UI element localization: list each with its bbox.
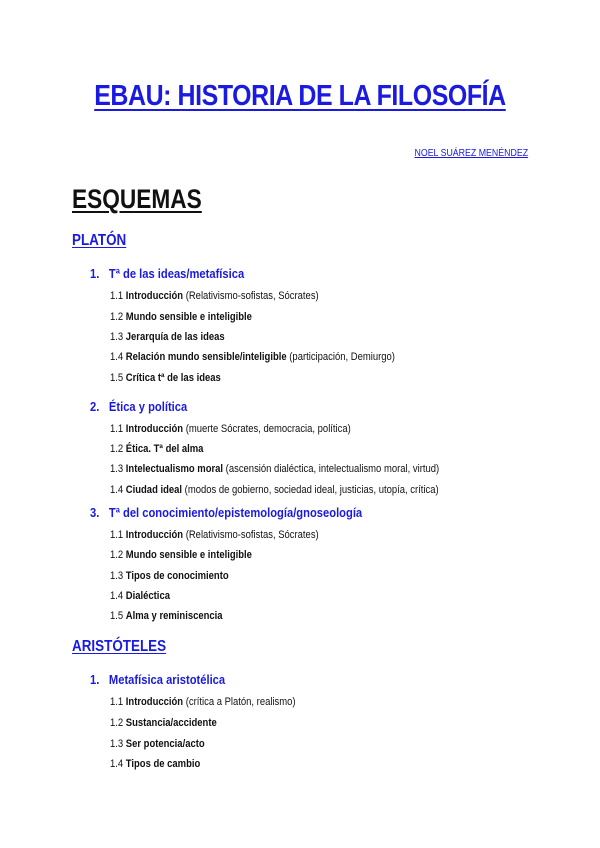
item-number: 1.5 [110, 610, 124, 622]
item-number: 1.4 [110, 758, 124, 770]
item-number: 1.2 [110, 549, 124, 561]
item-title: Introducción [125, 423, 184, 435]
list-item [110, 311, 252, 323]
item-detail: (muerte Sócrates, democracia, política) [183, 423, 351, 435]
item-number: 1.3 [110, 570, 124, 582]
topic-number: 1. [90, 672, 100, 687]
list-item [110, 529, 319, 541]
topic-title: Tª de las ideas/metafísica [108, 266, 245, 281]
item-title: Introducción [125, 529, 184, 541]
item-detail: (crítica a Platón, realismo) [183, 696, 296, 708]
item-number: 1.5 [110, 372, 124, 384]
list-item [110, 549, 252, 561]
item-number: 1.4 [110, 484, 124, 496]
list-item [110, 351, 395, 363]
topic-number: 1. [90, 266, 100, 281]
list-item [110, 738, 205, 750]
list-item [110, 463, 439, 475]
item-number: 1.1 [110, 290, 124, 302]
item-number: 1.1 [110, 529, 124, 541]
item-number: 1.3 [110, 738, 124, 750]
topic-title: Metafísica aristotélica [108, 672, 226, 687]
item-title: Jerarquía de las ideas [125, 331, 225, 343]
author-link[interactable]: NOEL SUÁREZ MENÉNDEZ [414, 148, 528, 159]
author-heading-platon[interactable]: PLATÓN [72, 232, 127, 249]
item-title: Intelectualismo moral [125, 463, 224, 475]
item-title: Relación mundo sensible/inteligible [125, 351, 287, 363]
list-item [110, 331, 225, 343]
author-heading-aristoteles[interactable]: ARISTÓTELES [72, 638, 167, 655]
topic-heading [90, 399, 187, 414]
item-number: 1.3 [110, 463, 124, 475]
item-detail: (ascensión dialéctica, intelectualismo moral, virtud) [223, 463, 440, 475]
section-heading: ESQUEMAS [72, 184, 202, 214]
topic-heading [90, 672, 225, 687]
item-number: 1.4 [110, 351, 124, 363]
item-title: Ética. Tª del alma [125, 443, 204, 455]
topic-heading [90, 266, 244, 281]
item-title: Introducción [125, 290, 184, 302]
item-number: 1.1 [110, 696, 124, 708]
item-detail: (participación, Demiurgo) [286, 351, 395, 363]
list-item [110, 372, 221, 384]
item-number: 1.3 [110, 331, 124, 343]
item-title: Crítica tª de las ideas [125, 372, 221, 384]
item-title: Introducción [125, 696, 184, 708]
item-title: Ser potencia/acto [125, 738, 205, 750]
item-number: 1.2 [110, 717, 124, 729]
item-detail: (modos de gobierno, sociedad ideal, justicias, utopía, crítica) [182, 484, 439, 496]
item-title: Mundo sensible e inteligible [125, 549, 252, 561]
item-number: 1.1 [110, 423, 124, 435]
topic-title: Ética y política [108, 399, 188, 414]
item-detail: (Relativismo-sofistas, Sócrates) [183, 290, 319, 302]
document-title[interactable]: EBAU: HISTORIA DE LA FILOSOFÍA [94, 80, 506, 112]
item-number: 1.2 [110, 311, 124, 323]
item-title: Tipos de cambio [125, 758, 201, 770]
item-title: Sustancia/accidente [125, 717, 217, 729]
list-item [110, 484, 439, 496]
topic-heading [90, 505, 362, 520]
item-number: 1.2 [110, 443, 124, 455]
list-item [110, 758, 200, 770]
list-item [110, 570, 229, 582]
list-item [110, 423, 351, 435]
list-item [110, 443, 203, 455]
item-number: 1.4 [110, 590, 124, 602]
topic-title: Tª del conocimiento/epistemología/gnoseología [108, 505, 363, 520]
topic-number: 2. [90, 399, 100, 414]
item-title: Mundo sensible e inteligible [125, 311, 252, 323]
list-item [110, 696, 296, 708]
list-item [110, 590, 170, 602]
list-item [110, 610, 223, 622]
list-item [110, 290, 319, 302]
item-title: Dialéctica [125, 590, 170, 602]
item-detail: (Relativismo-sofistas, Sócrates) [183, 529, 319, 541]
item-title: Ciudad ideal [125, 484, 183, 496]
topic-number: 3. [90, 505, 100, 520]
item-title: Alma y reminiscencia [125, 610, 223, 622]
list-item [110, 717, 217, 729]
item-title: Tipos de conocimiento [125, 570, 229, 582]
